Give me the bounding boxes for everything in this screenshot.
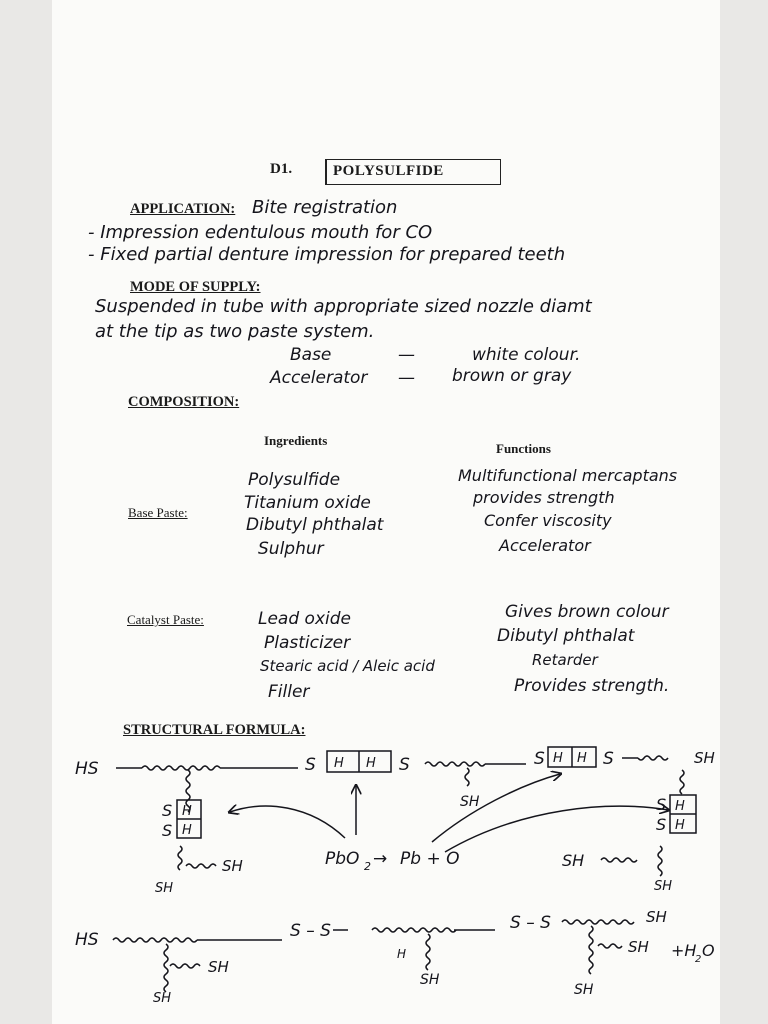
supply-item-desc: white colour. xyxy=(472,345,581,365)
formula-sh: SH xyxy=(153,991,172,1006)
formula-h: H xyxy=(334,756,344,771)
base-ingredient: Polysulfide xyxy=(248,470,341,490)
column-ingredients: Ingredients xyxy=(264,433,328,448)
supply-line-2: at the tip as two paste system. xyxy=(95,321,375,342)
application-line-1: - Impression edentulous mouth for CO xyxy=(88,222,433,243)
structural-heading: STRUCTURAL FORMULA: xyxy=(123,722,306,738)
catalyst-function: Retarder xyxy=(532,651,598,669)
formula-h: H xyxy=(182,804,192,819)
supply-item-desc: brown or gray xyxy=(452,366,572,386)
formula-reaction-arrow: → xyxy=(373,849,388,869)
formula-sh: SH xyxy=(460,794,480,810)
catalyst-ingredient: Plasticizer xyxy=(264,633,351,653)
formula-sh: SH xyxy=(694,749,715,767)
formula-water-subscript: 2 xyxy=(695,954,702,965)
formula-h: H xyxy=(553,751,563,766)
catalyst-ingredient: Lead oxide xyxy=(258,609,351,629)
formula-h: H xyxy=(675,799,685,814)
base-ingredient: Titanium oxide xyxy=(244,493,371,513)
supply-item-name: Accelerator xyxy=(270,368,368,388)
application-first: Bite registration xyxy=(252,197,398,218)
formula-sh: SH xyxy=(646,908,667,926)
formula-pbo2: PbO xyxy=(325,849,360,869)
catalyst-ingredient: Stearic acid / Aleic acid xyxy=(260,657,435,675)
supply-line-1: Suspended in tube with appropriate sized nozzle diamt xyxy=(95,296,592,317)
formula-ss: S – S xyxy=(510,913,551,933)
formula-sh: SH xyxy=(222,857,243,875)
supply-heading: MODE OF SUPPLY: xyxy=(130,279,261,295)
formula-h: H xyxy=(182,823,192,838)
formula-s: S xyxy=(534,749,545,769)
supply-item-dash: — xyxy=(398,368,415,388)
formula-pb-o: Pb + O xyxy=(400,849,460,869)
base-ingredient: Sulphur xyxy=(258,539,324,559)
base-paste-label: Base Paste: xyxy=(128,505,188,520)
formula-h: H xyxy=(397,947,407,961)
formula-pbo2-subscript: 2 xyxy=(364,860,371,873)
base-function: provides strength xyxy=(473,488,615,507)
supply-item-dash: — xyxy=(398,345,415,365)
formula-s: S xyxy=(305,755,316,775)
formula-s: S xyxy=(162,801,173,820)
formula-ss: S – S xyxy=(290,921,331,941)
catalyst-function: Gives brown colour xyxy=(505,602,669,622)
application-heading: APPLICATION: xyxy=(130,201,236,217)
formula-s: S xyxy=(399,755,410,775)
formula-h: H xyxy=(366,756,376,771)
formula-water-o: O xyxy=(702,941,715,960)
base-function: Accelerator xyxy=(499,536,591,555)
catalyst-function: Provides strength. xyxy=(514,676,670,696)
application-line-2: - Fixed partial denture impression for prepared teeth xyxy=(88,244,566,265)
formula-sh: SH xyxy=(420,972,440,988)
section-number: D1. xyxy=(270,161,293,177)
formula-sh: SH xyxy=(574,982,594,998)
catalyst-ingredient: Filler xyxy=(268,682,310,702)
formula-hs: HS xyxy=(75,930,99,950)
catalyst-function: Dibutyl phthalat xyxy=(497,626,635,646)
base-ingredient: Dibutyl phthalat xyxy=(246,515,384,535)
formula-s: S xyxy=(603,749,614,769)
formula-s: S xyxy=(656,795,667,814)
formula-s: S xyxy=(656,815,667,834)
formula-sh: SH xyxy=(654,879,673,894)
formula-sh: SH xyxy=(628,938,649,956)
base-function: Confer viscosity xyxy=(484,511,612,530)
formula-sh: SH xyxy=(155,881,174,896)
catalyst-paste-label: Catalyst Paste: xyxy=(127,612,204,627)
base-function: Multifunctional mercaptans xyxy=(458,466,678,485)
formula-water: +H xyxy=(671,941,697,960)
formula-sh: SH xyxy=(208,958,229,976)
supply-item-name: Base xyxy=(290,345,332,365)
formula-sh: SH xyxy=(562,851,585,870)
formula-h: H xyxy=(675,818,685,833)
composition-heading: COMPOSITION: xyxy=(128,394,240,410)
column-functions: Functions xyxy=(496,441,551,456)
formula-hs: HS xyxy=(75,759,99,779)
section-title: POLYSULFIDE xyxy=(333,163,444,179)
formula-s: S xyxy=(162,821,173,840)
formula-h: H xyxy=(577,751,587,766)
